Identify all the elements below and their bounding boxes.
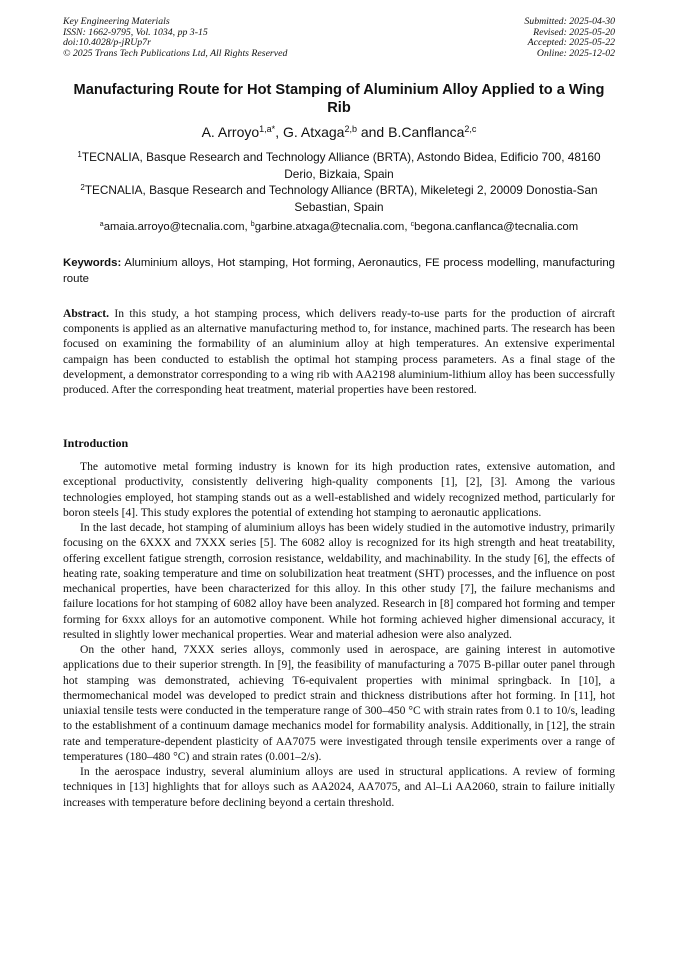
email-mark: c: [410, 221, 415, 228]
author-separator: and: [356, 124, 389, 140]
email-link[interactable]: garbine.atxaga@tecnalia.com,: [254, 221, 411, 233]
section-heading-introduction: Introduction: [63, 436, 129, 450]
journal-info-header: [63, 17, 287, 59]
online-date: Online: 2025-12-02: [536, 47, 615, 59]
abstract-text: In this study, a hot stamping process, which delivers ready-to-use parts for the production of aircraft components is applied as an alternative manufacturing method to, for instance, machined parts. The research has been focused on examining the formability of an aluminium alloy at high temperatures. An extensive experimental campaign has been conducted to establish the optimal hot stamping process parameters. As a final stage of the development, a demonstrator corresponding to a wing rib with AA2198 aluminium-lithium alloy has been successfully produced. After the corresponding heat treatment, material properties have been restored.: [63, 307, 615, 397]
affiliation-mark: 1: [77, 150, 82, 159]
copyright-notice: © 2025 Trans Tech Publications Ltd, All Rights Reserved: [63, 47, 288, 59]
paragraph: In the aerospace industry, several aluminium alloys are used in structural applications. A review of forming techniques in [13] highlights that for alloys such as AA2024, AA7075, and Al–Li AA2060, strain to failure initially increases with temperature before declining beyond a certain threshold.: [63, 765, 615, 809]
accepted-date: Accepted: 2025-05-22: [527, 37, 615, 49]
paragraph: On the other hand, 7XXX series alloys, commonly used in aerospace, are gaining interest in automotive applications due to their superior strength. In [9], the feasibility of manufacturing a 7075 B-pillar outer panel through hot stamping was demonstrated, achieving T6-equivalent properties with minimal springback. In [10], a thermomechanical model was developed to predict strain and thickness distributions after hot forming. In [11], hot uniaxial tensile tests were conducted in the temperature range of 300–450 °C with strain rates from 0.1 to 10/s, leading to the establishment of a continuum damage mechanics model for formability analysis. Additionally, in [12], the strain rate and temperature-dependent plasticity of AA7075 were investigated through tensile experiments over a range of temperatures (180–480 °C) and strain rates (0.001–2/s).: [63, 643, 615, 763]
issn-volume: ISSN: 1662-9795, Vol. 1034, pp 3-15: [63, 26, 208, 38]
revised-date: Revised: 2025-05-20: [533, 26, 615, 38]
email-link[interactable]: amaia.arroyo@tecnalia.com,: [103, 221, 251, 233]
affiliation-2: [63, 182, 615, 216]
email-mark: a: [99, 221, 104, 228]
author-name: A. Arroyo: [201, 124, 260, 140]
affiliation-mark: 2: [80, 183, 85, 192]
author-name: B.Canflanca: [388, 124, 465, 140]
abstract-label: Abstract.: [63, 307, 110, 320]
affiliation-text: TECNALIA, Basque Research and Technology Alliance (BRTA), Mikeletegi 2, 20009 Donostia-San Sebastian, Spain: [84, 183, 598, 214]
journal-name: Key Engineering Materials: [63, 16, 170, 27]
author-affiliation-mark: 1,a*: [259, 124, 276, 134]
abstract: [63, 306, 615, 397]
dates-header: [524, 17, 615, 59]
paragraph: The automotive metal forming industry is known for its high production rates, extensive automation, and exceptional productivity, consistently delivering high-quality components [1], [2], [3]. Among the various technologies employed, hot stamping stands out as a well-established and widely recognized method, particularly for boron steels [4]. This study explores the potential of extending hot stamping to aeronautic applications.: [63, 460, 615, 519]
affiliation-text: TECNALIA, Basque Research and Technology Alliance (BRTA), Astondo Bidea, Edificio 700, 48160 Derio, Bizkaia, Spain: [81, 150, 601, 181]
keywords-text: Aluminium alloys, Hot stamping, Hot forming, Aeronautics, FE process modelling, manufacturing route: [63, 257, 615, 285]
paragraph: In the last decade, hot stamping of aluminium alloys has been widely studied in the automotive industry, primarily focusing on the 6XXX and 7XXX series [5]. The 6082 alloy is recognized for its high strength and heat treatability, offering excellent fatigue strength, corrosion resistance, weldability, and machinability. In the study [6], the effects of heating rate, soaking temperature and time on solubilization heat treatment (SHT) processes, and the influence on post mechanical properties, have been characterized for this alloy. In this other study [7], the failure mechanisms and failure locations for hot stamping of 6082 alloy have been analyzed. Research in [8] compared hot forming and temper forming for 6xxx alloys for an automotive component. While hot forming achieved higher dimensional accuracy, it resulted in slightly lower mechanical properties. Wear and material adhesion were also analyzed.: [63, 521, 615, 641]
submitted-date: Submitted: 2025-04-30: [524, 16, 615, 27]
email-mark: b: [250, 221, 255, 228]
author-affiliation-mark: 2,c: [464, 124, 477, 134]
doi-link[interactable]: doi:10.4028/p-jRUp7r: [63, 37, 151, 49]
affiliation-1: [63, 149, 615, 183]
email-link[interactable]: begona.canflanca@tecnalia.com: [414, 221, 579, 233]
author-list: [63, 124, 615, 141]
author-name: G. Atxaga: [282, 124, 345, 140]
keywords-label: Keywords:: [63, 257, 122, 269]
author-separator: ,: [275, 124, 283, 140]
paper-title: Manufacturing Route for Hot Stamping of Aluminium Alloy Applied to a Wing Rib: [73, 82, 605, 116]
author-affiliation-mark: 2,b: [344, 124, 357, 134]
keywords: [63, 256, 615, 287]
introduction-body: [63, 459, 615, 810]
author-emails: [63, 219, 615, 236]
